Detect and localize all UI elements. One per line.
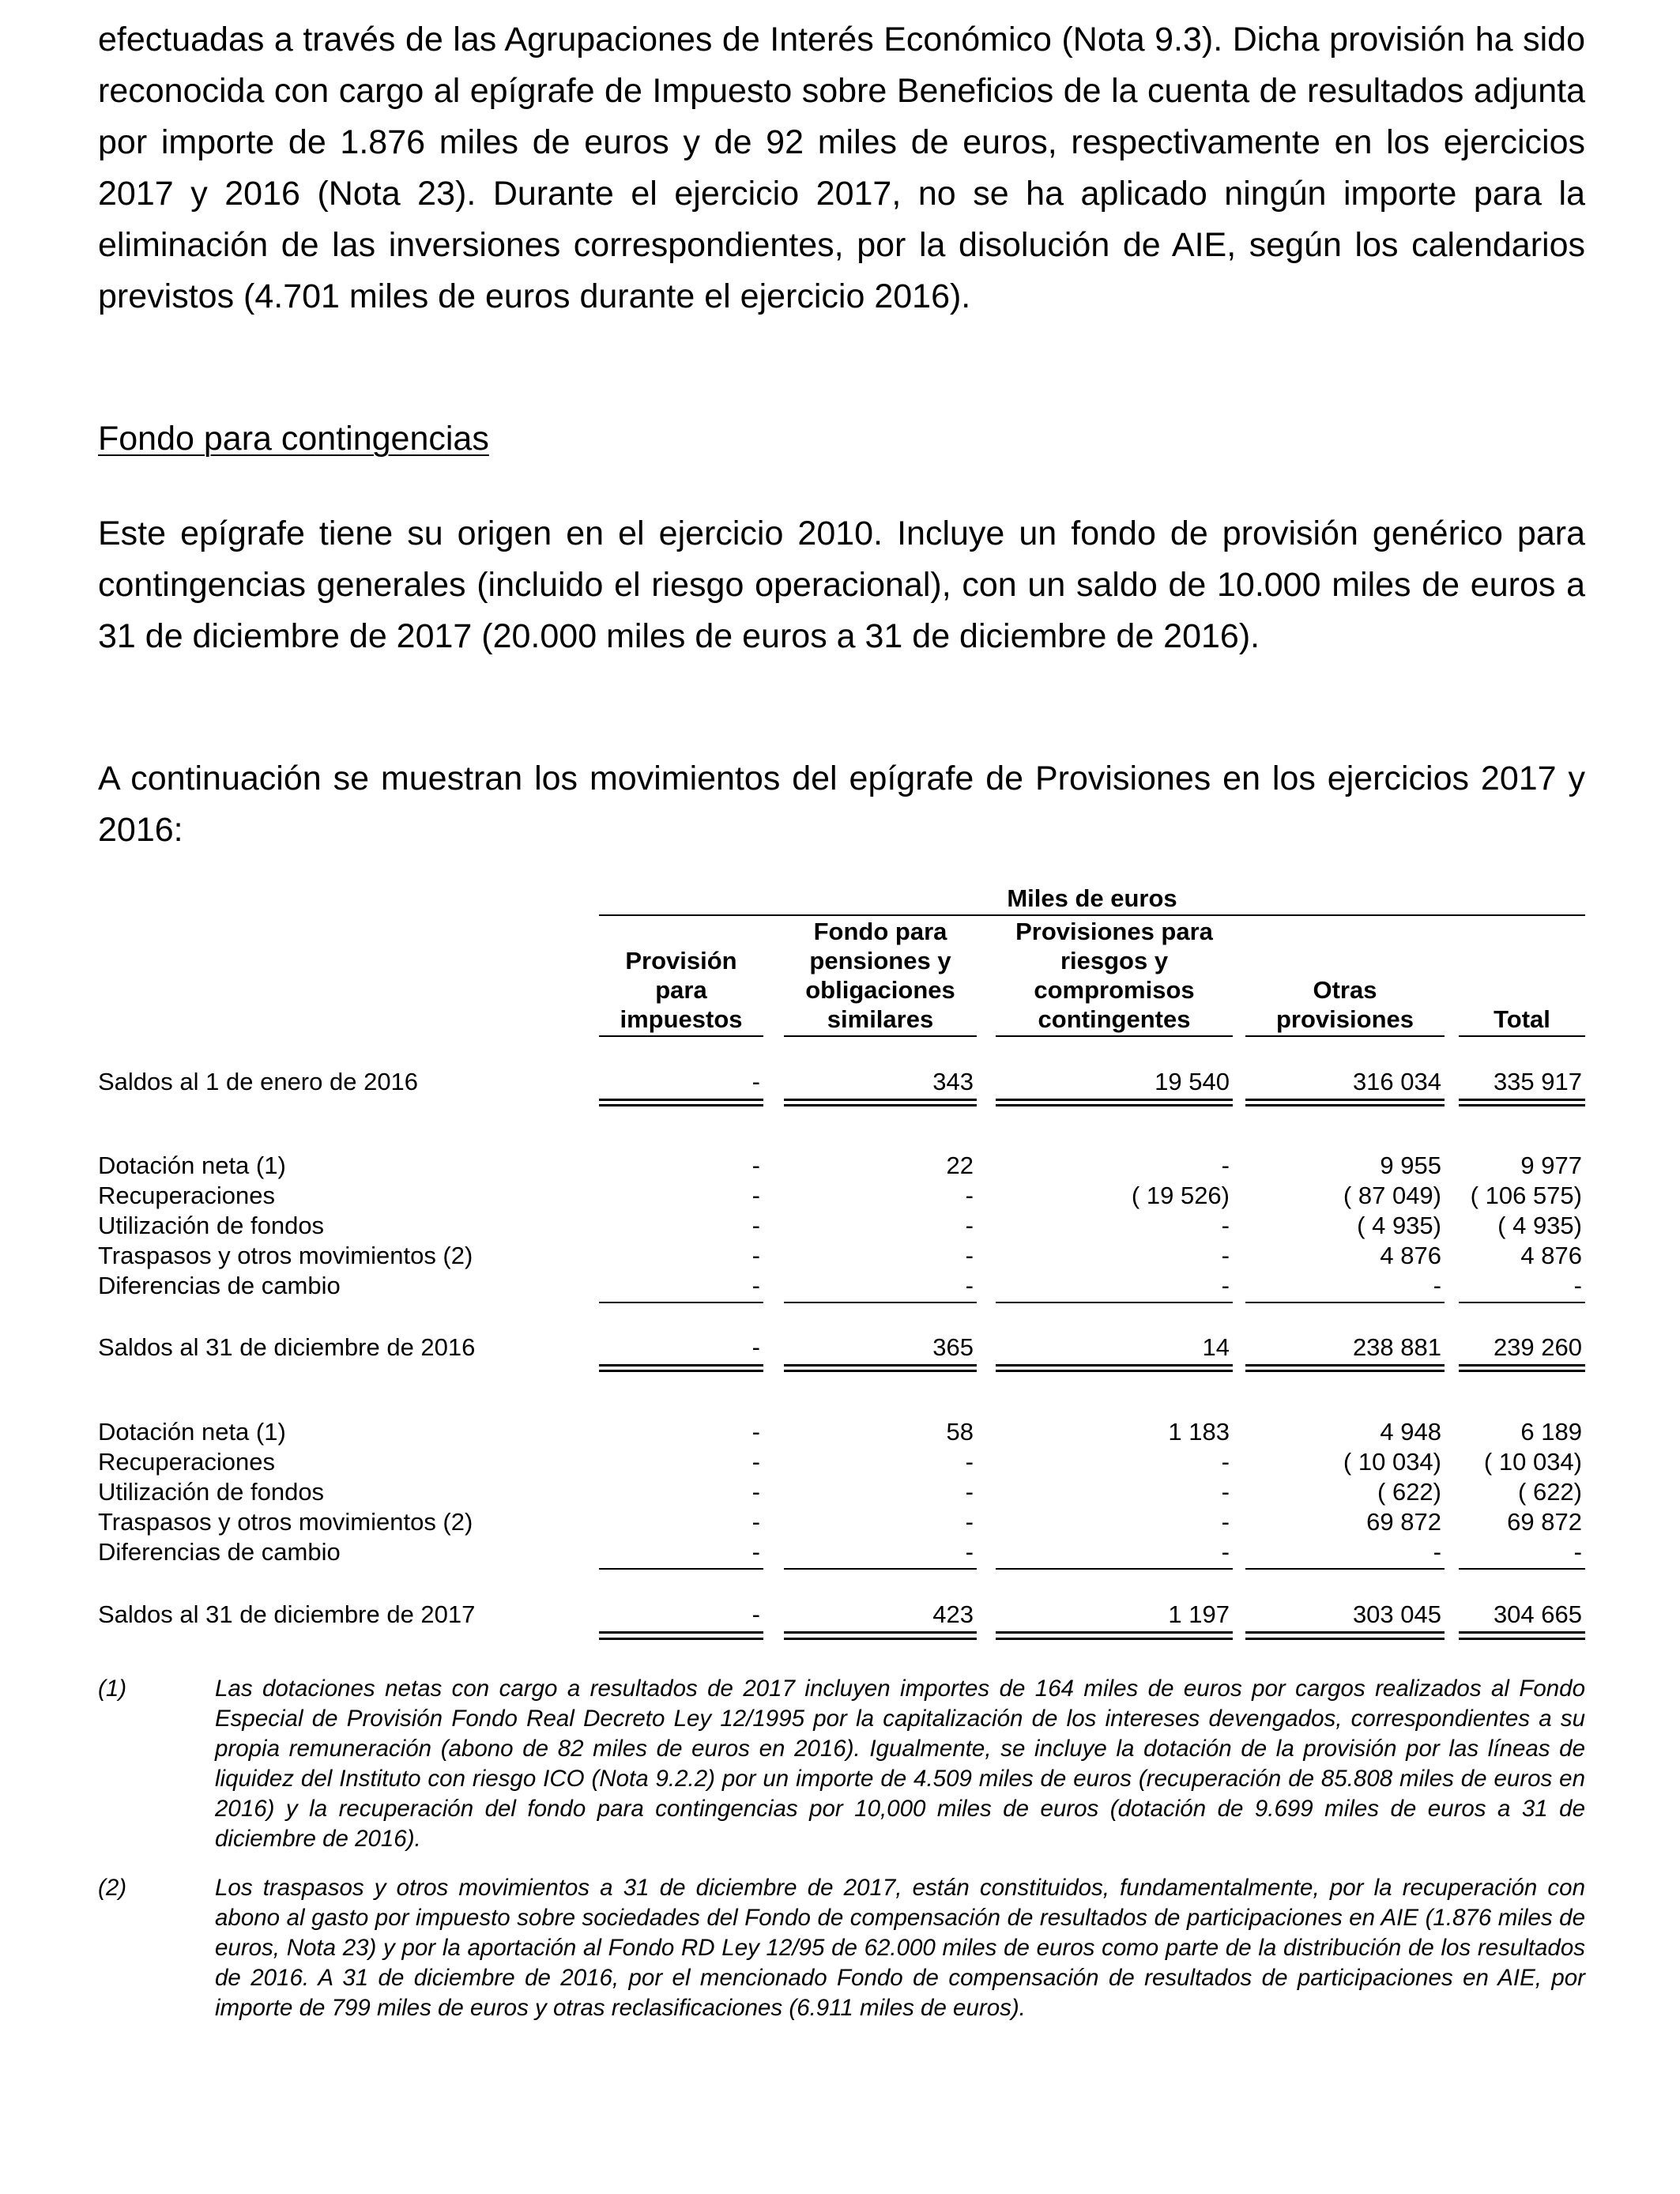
column-header-rule [1459, 1035, 1585, 1037]
total-rule [784, 1638, 977, 1640]
table-cell: 1 197 [1168, 1600, 1230, 1628]
column-header-line: contingentes [1038, 1005, 1191, 1033]
column-header-line: compromisos [1034, 976, 1195, 1004]
table-cell: 4 876 [1520, 1242, 1582, 1269]
total-rule [784, 1364, 977, 1367]
total-rule [599, 1364, 763, 1367]
column-header-rule [1245, 1035, 1445, 1037]
row-label: Dotación neta (1) [98, 1152, 286, 1179]
table-cell: 4 948 [1380, 1418, 1441, 1446]
subtotal-rule [784, 1568, 977, 1570]
table-cell: 343 [932, 1068, 974, 1095]
table-cell: - [1221, 1272, 1230, 1299]
subtotal-rule [784, 1302, 977, 1303]
table-cell: 22 [946, 1152, 974, 1179]
table-cell: - [751, 1152, 760, 1179]
table-cell: 58 [946, 1418, 974, 1446]
column-header-line: Provisión [625, 947, 737, 974]
table-cell: 69 872 [1507, 1508, 1582, 1536]
total-rule [1245, 1364, 1445, 1367]
row-label: Traspasos y otros movimientos (2) [98, 1508, 473, 1536]
table-cell: - [751, 1478, 760, 1506]
table-cell: - [1221, 1152, 1230, 1179]
subtotal-rule [996, 1302, 1233, 1303]
total-rule [1459, 1099, 1585, 1101]
total-rule [1245, 1370, 1445, 1372]
total-rule [1459, 1364, 1585, 1367]
row-label: Diferencias de cambio [98, 1538, 341, 1566]
total-rule [599, 1631, 763, 1634]
column-header-line: provisiones [1276, 1005, 1414, 1033]
table-cell: - [1433, 1538, 1441, 1566]
row-label: Utilización de fondos [98, 1212, 325, 1239]
table-cell: ( 622) [1377, 1478, 1441, 1506]
row-label: Recuperaciones [98, 1448, 276, 1476]
table-cell: 69 872 [1366, 1508, 1441, 1536]
table-cell: 14 [1202, 1333, 1230, 1361]
row-label: Saldos al 31 de diciembre de 2016 [98, 1333, 476, 1361]
row-label: Utilización de fondos [98, 1478, 325, 1506]
table-cell: 423 [932, 1600, 974, 1628]
table-cell: - [1221, 1538, 1230, 1566]
header-rule [599, 914, 1585, 916]
column-header-rule [599, 1035, 763, 1037]
table-cell: - [1573, 1272, 1582, 1299]
column-header-line: impuestos [620, 1005, 743, 1033]
table-cell: - [1573, 1538, 1582, 1566]
total-rule [1245, 1638, 1445, 1640]
intro-paragraph: efectuadas a través de las Agrupaciones de Interés Económico (Nota 9.3). Dicha provisión ha sido reconocida con cargo al epígrafe de Impuesto sobre Beneficios de la cuenta de resultados adjunta por importe de 1.876 miles de euros y de 92 miles de euros, respectivamente en los ejercicios 2017 y 2016 (Nota 23). Durante el ejercicio 2017, no se ha aplicado ningún importe para la eliminación de las inversiones correspondientes, por la disolución de AIE, según los calendarios previstos (4.701 miles de euros durante el ejercicio 2016). [98, 21, 1585, 315]
total-rule [1245, 1104, 1445, 1106]
table-cell: - [751, 1272, 760, 1299]
table-cell: - [751, 1242, 760, 1269]
table-cell: - [965, 1182, 974, 1209]
table-super-header: Miles de euros [1007, 884, 1177, 912]
total-rule [784, 1099, 977, 1101]
table-cell: 1 183 [1168, 1418, 1230, 1446]
table-cell: - [965, 1478, 974, 1506]
total-rule [784, 1104, 977, 1106]
footnote [98, 1873, 1585, 2023]
column-header-line: similares [827, 1005, 934, 1033]
total-rule [996, 1099, 1233, 1101]
subtotal-rule [1245, 1568, 1445, 1570]
table-cell: 239 260 [1493, 1333, 1582, 1361]
total-rule [1245, 1631, 1445, 1634]
column-header-line: riesgos y [1060, 947, 1169, 974]
table-cell: - [965, 1272, 974, 1299]
table-cell: 304 665 [1493, 1600, 1582, 1628]
continuation-paragraph: A continuación se muestran los movimientos del epígrafe de Provisiones en los ejercicios 2017 y 2016: [98, 760, 1585, 849]
footnote-mark: (1) [98, 1676, 127, 1702]
table-cell: - [751, 1538, 760, 1566]
subtotal-rule [1245, 1302, 1445, 1303]
table-cell: 303 045 [1352, 1600, 1441, 1628]
total-rule [1459, 1370, 1585, 1372]
table-cell: - [751, 1212, 760, 1239]
total-rule [996, 1631, 1233, 1634]
total-rule [1245, 1099, 1445, 1101]
footnote-text: Los traspasos y otros movimientos a 31 de diciembre de 2017, están constituidos, fundamentalmente, por la recuperación con abono al gasto por impuesto sobre sociedades del Fondo de compensación de resultados de participaciones en AIE (1.876 miles de euros, Nota 23) y por la aportación al Fondo RD Ley 12/95 de 62.000 miles de euros como parte de la distribución de los resultados de 2016. A 31 de diciembre de 2016, por el mencionado Fondo de compensación de resultados de participaciones en AIE, por importe de 799 miles de euros y otras reclasificaciones (6.911 miles de euros). [215, 1875, 1585, 2021]
column-header-line: pensiones y [809, 947, 951, 974]
table-cell: - [1221, 1212, 1230, 1239]
table-cell: ( 10 034) [1343, 1448, 1441, 1476]
column-header-line: Fondo para [813, 918, 947, 945]
table-cell: - [751, 1508, 760, 1536]
table-cell: ( 10 034) [1483, 1448, 1582, 1476]
table-cell: - [751, 1333, 760, 1361]
table-cell: 9 977 [1520, 1152, 1582, 1179]
footnote [98, 1674, 1585, 1854]
table-cell: - [1221, 1242, 1230, 1269]
total-rule [1459, 1104, 1585, 1106]
fondo-paragraph: Este epígrafe tiene su origen en el ejercicio 2010. Incluye un fondo de provisión genérico para contingencias generales (incluido el riesgo operacional), con un saldo de 10.000 miles de euros a 31 de diciembre de 2017 (20.000 miles de euros a 31 de diciembre de 2016). [98, 515, 1585, 655]
column-header-line: Total [1494, 1005, 1550, 1033]
total-rule [996, 1104, 1233, 1106]
table-cell: - [965, 1448, 974, 1476]
table-cell: 365 [932, 1333, 974, 1361]
table-cell: ( 4 935) [1497, 1212, 1582, 1239]
total-rule [599, 1638, 763, 1640]
table-cell: - [965, 1212, 974, 1239]
table-cell: 335 917 [1493, 1068, 1582, 1095]
table-cell: - [965, 1242, 974, 1269]
table-cell: - [1221, 1478, 1230, 1506]
section-heading: Fondo para contingencias [98, 420, 489, 458]
total-rule [1459, 1631, 1585, 1634]
total-rule [996, 1364, 1233, 1367]
table-cell: - [1221, 1508, 1230, 1536]
table-cell: 316 034 [1352, 1068, 1441, 1095]
column-header-line: Otras [1313, 976, 1377, 1004]
table-cell: - [751, 1182, 760, 1209]
table-cell: ( 622) [1518, 1478, 1582, 1506]
table-cell: - [965, 1508, 974, 1536]
table-cell: ( 4 935) [1357, 1212, 1441, 1239]
column-header-rule [784, 1035, 977, 1037]
footnotes [98, 1674, 1585, 2042]
total-rule [996, 1370, 1233, 1372]
table-cell: - [1221, 1448, 1230, 1476]
subtotal-rule [1459, 1568, 1585, 1570]
total-rule [996, 1638, 1233, 1640]
table-cell: - [1433, 1272, 1441, 1299]
total-rule [784, 1631, 977, 1634]
table-cell: 4 876 [1380, 1242, 1441, 1269]
table-cell: - [751, 1068, 760, 1095]
row-label: Saldos al 31 de diciembre de 2017 [98, 1600, 476, 1628]
subtotal-rule [599, 1302, 763, 1303]
provisions-table [98, 884, 1585, 1627]
table-cell: ( 87 049) [1343, 1182, 1441, 1209]
subtotal-rule [1459, 1302, 1585, 1303]
row-label: Traspasos y otros movimientos (2) [98, 1242, 473, 1269]
subtotal-rule [996, 1568, 1233, 1570]
table-cell: 9 955 [1380, 1152, 1441, 1179]
row-label: Diferencias de cambio [98, 1272, 341, 1299]
total-rule [599, 1099, 763, 1101]
table-cell: 238 881 [1352, 1333, 1441, 1361]
table-cell: ( 106 575) [1470, 1182, 1582, 1209]
column-header-line: para [655, 976, 707, 1004]
row-label: Dotación neta (1) [98, 1418, 286, 1446]
column-header-rule [996, 1035, 1233, 1037]
row-label: Recuperaciones [98, 1182, 276, 1209]
total-rule [784, 1370, 977, 1372]
table-cell: 19 540 [1155, 1068, 1230, 1095]
total-rule [1459, 1638, 1585, 1640]
total-rule [599, 1370, 763, 1372]
column-header-line: obligaciones [805, 976, 955, 1004]
table-cell: - [751, 1600, 760, 1628]
column-header-line: Provisiones para [1015, 918, 1213, 945]
row-label: Saldos al 1 de enero de 2016 [98, 1068, 419, 1095]
table-cell: ( 19 526) [1131, 1182, 1230, 1209]
table-cell: - [751, 1418, 760, 1446]
subtotal-rule [599, 1568, 763, 1570]
table-cell: - [751, 1448, 760, 1476]
footnote-text: Las dotaciones netas con cargo a resultados de 2017 incluyen importes de 164 miles de euros por cargos realizados al Fondo Especial de Provisión Fondo Real Decreto Ley 12/1995 por la capitalización de los intereses devengados, correspondientes a su propia remuneración (abono de 82 miles de euros en 2016). Igualmente, se incluye la dotación de la provisión por las líneas de liquidez del Instituto con riesgo ICO (Nota 9.2.2) por un importe de 4.509 miles de euros (recuperación de 85.808 miles de euros en 2016) y la recuperación del fondo para contingencias por 10,000 miles de euros (dotación de 9.699 miles de euros a 31 de diciembre de 2016). [215, 1676, 1585, 1852]
table-cell: - [965, 1538, 974, 1566]
table-cell: 6 189 [1520, 1418, 1582, 1446]
total-rule [599, 1104, 763, 1106]
footnote-mark: (2) [98, 1875, 127, 1901]
